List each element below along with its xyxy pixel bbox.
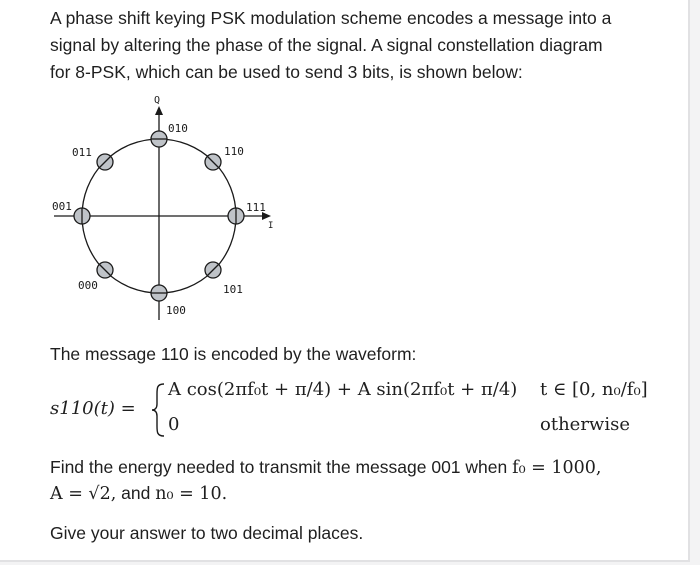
- case2-condition: otherwise: [540, 414, 630, 435]
- case1-expression: A cos(2πf₀t + π/4) + A sin(2πf₀t + π/4): [168, 379, 518, 400]
- equation-brace: [150, 382, 166, 438]
- point-100: [151, 285, 167, 301]
- label-100: 100: [166, 304, 186, 317]
- question-line-2: [50, 481, 227, 506]
- intro-line-1: A phase shift keying PSK modulation scheme encodes a message into a: [50, 8, 612, 28]
- question-f0: f₀ = 1000,: [512, 458, 602, 478]
- point-011: [97, 154, 113, 170]
- question-text: Find the energy needed to transmit the message 001 when: [50, 457, 508, 477]
- question-n0: n₀ = 10.: [155, 484, 228, 504]
- equation-lhs: s110(t) =: [50, 398, 136, 419]
- q-axis-label: Q: [154, 95, 161, 106]
- i-axis-label: I: [268, 221, 274, 231]
- question-line-1: [50, 455, 602, 480]
- label-000: 000: [78, 279, 98, 292]
- case1-condition: t ∈ [0, n₀/f₀]: [540, 379, 648, 400]
- point-010: [151, 131, 167, 147]
- case2-expression: 0: [168, 414, 180, 435]
- label-001: 001: [52, 200, 72, 213]
- intro-line-2: signal by altering the phase of the signal. A signal constellation diagram: [50, 35, 603, 55]
- label-010: 010: [168, 122, 188, 135]
- point-110: [205, 154, 221, 170]
- instruction-line: Give your answer to two decimal places.: [50, 523, 364, 543]
- point-101: [205, 262, 221, 278]
- label-011: 011: [72, 146, 92, 159]
- label-111: 111: [246, 201, 266, 214]
- point-111: [228, 208, 244, 224]
- question-amplitude: A = √2,: [50, 484, 117, 504]
- constellation-diagram: [40, 92, 290, 332]
- point-001: [74, 208, 90, 224]
- q-axis-arrow: [155, 106, 163, 115]
- intro-line-3: for 8-PSK, which can be used to send 3 bits, is shown below:: [50, 62, 523, 82]
- label-101: 101: [223, 283, 243, 296]
- point-000: [97, 262, 113, 278]
- label-110: 110: [224, 145, 244, 158]
- question-and: and: [121, 483, 151, 503]
- message-line: The message 110 is encoded by the waveform:: [50, 344, 417, 364]
